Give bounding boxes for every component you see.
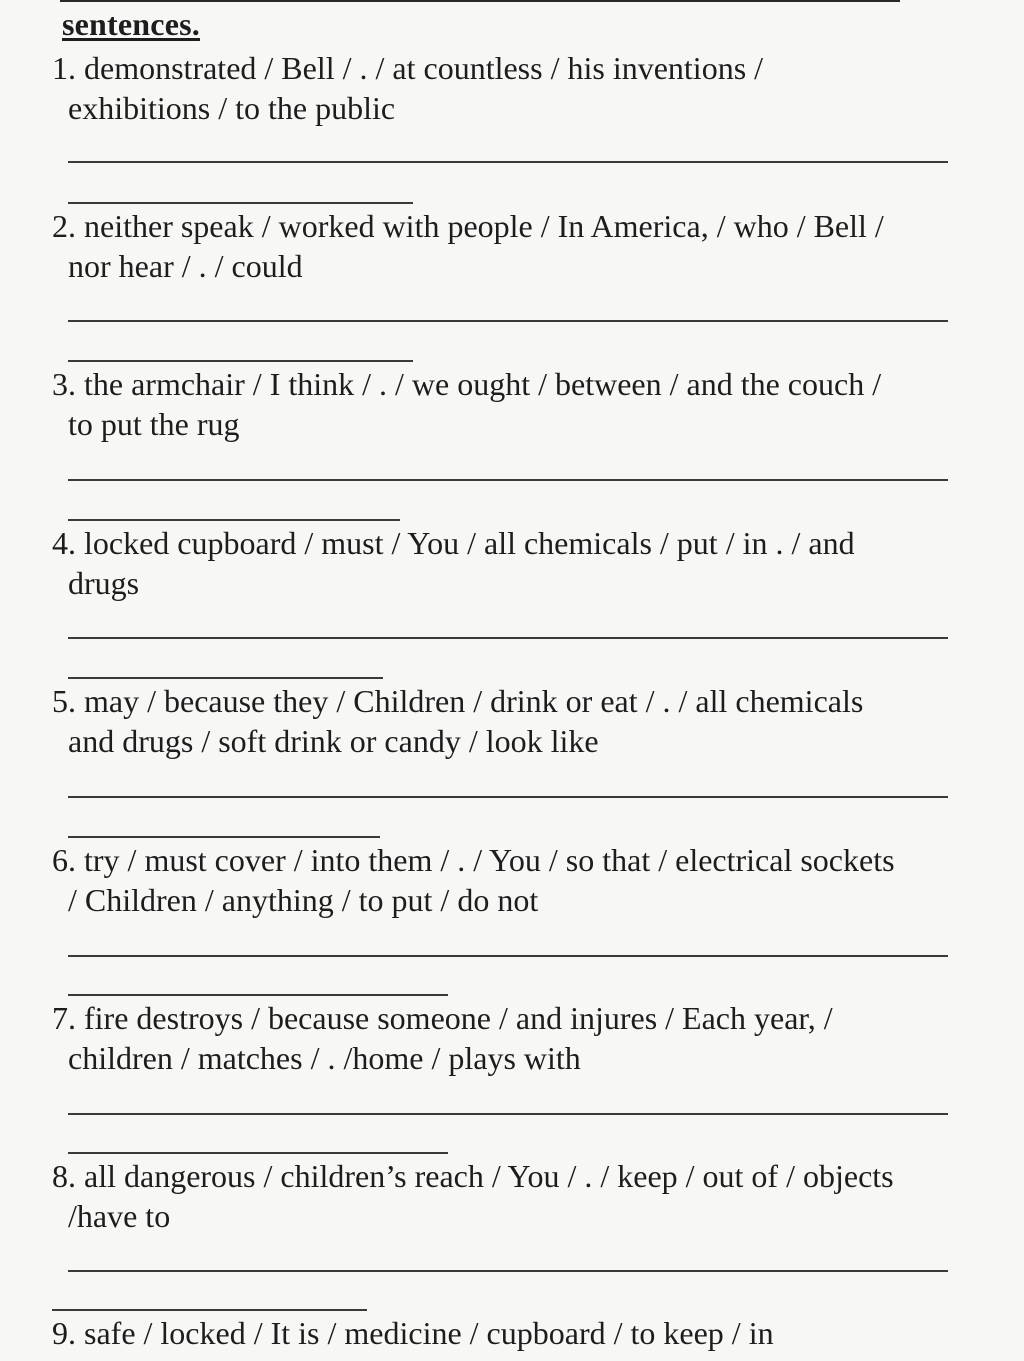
exercise-prompt-line-2: / Children / anything / to put / do not [68, 882, 539, 918]
exercise-prompt-line-1: 1. demonstrated / Bell / . / at countless / his inventions / [52, 50, 764, 86]
exercise-prompt-line-1: 6. try / must cover / into them / . / You / so that / electrical sockets [52, 842, 895, 878]
answer-line[interactable] [68, 479, 948, 481]
answer-line[interactable] [68, 320, 948, 322]
exercise-prompt-line-1: 3. the armchair / I think / . / we ought / between / and the couch / [52, 366, 882, 402]
answer-line[interactable] [68, 637, 948, 639]
answer-line[interactable] [68, 161, 948, 163]
answer-line-continuation[interactable] [68, 1152, 448, 1154]
answer-line-continuation[interactable] [68, 360, 413, 362]
answer-line-continuation[interactable] [68, 677, 383, 679]
answer-line[interactable] [68, 1270, 948, 1272]
answer-line-continuation[interactable] [52, 1309, 367, 1311]
answer-line-continuation[interactable] [68, 519, 400, 521]
answer-line[interactable] [68, 1113, 948, 1115]
exercise-prompt-line-2: and drugs / soft drink or candy / look like [68, 723, 599, 759]
top-rule [60, 0, 900, 2]
exercise-prompt-line-1: 8. all dangerous / children’s reach / You / . / keep / out of / objects [52, 1158, 894, 1194]
exercise-prompt-line-1: 7. fire destroys / because someone / and injures / Each year, / [52, 1000, 833, 1036]
answer-line[interactable] [68, 796, 948, 798]
answer-line-continuation[interactable] [68, 202, 413, 204]
exercise-prompt-line-1: 9. safe / locked / It is / medicine / cupboard / to keep / in [52, 1315, 774, 1351]
exercise-prompt-line-2: /have to [68, 1198, 171, 1234]
answer-line[interactable] [68, 955, 948, 957]
exercise-prompt-line-2: drugs [68, 565, 140, 601]
section-heading: sentences. [62, 6, 200, 42]
answer-line-continuation[interactable] [68, 836, 380, 838]
exercise-prompt-line-1: 4. locked cupboard / must / You / all chemicals / put / in . / and [52, 525, 855, 561]
exercise-prompt-line-2: to put the rug [68, 406, 240, 442]
exercise-prompt-line-2: children / matches / . /home / plays with [68, 1040, 581, 1076]
exercise-prompt-line-2: exhibitions / to the public [68, 90, 396, 126]
exercise-prompt-line-2: nor hear / . / could [68, 248, 303, 284]
exercise-prompt-line-1: 2. neither speak / worked with people / In America, / who / Bell / [52, 208, 884, 244]
answer-line-continuation[interactable] [68, 994, 448, 996]
exercise-prompt-line-1: 5. may / because they / Children / drink or eat / . / all chemicals [52, 683, 864, 719]
